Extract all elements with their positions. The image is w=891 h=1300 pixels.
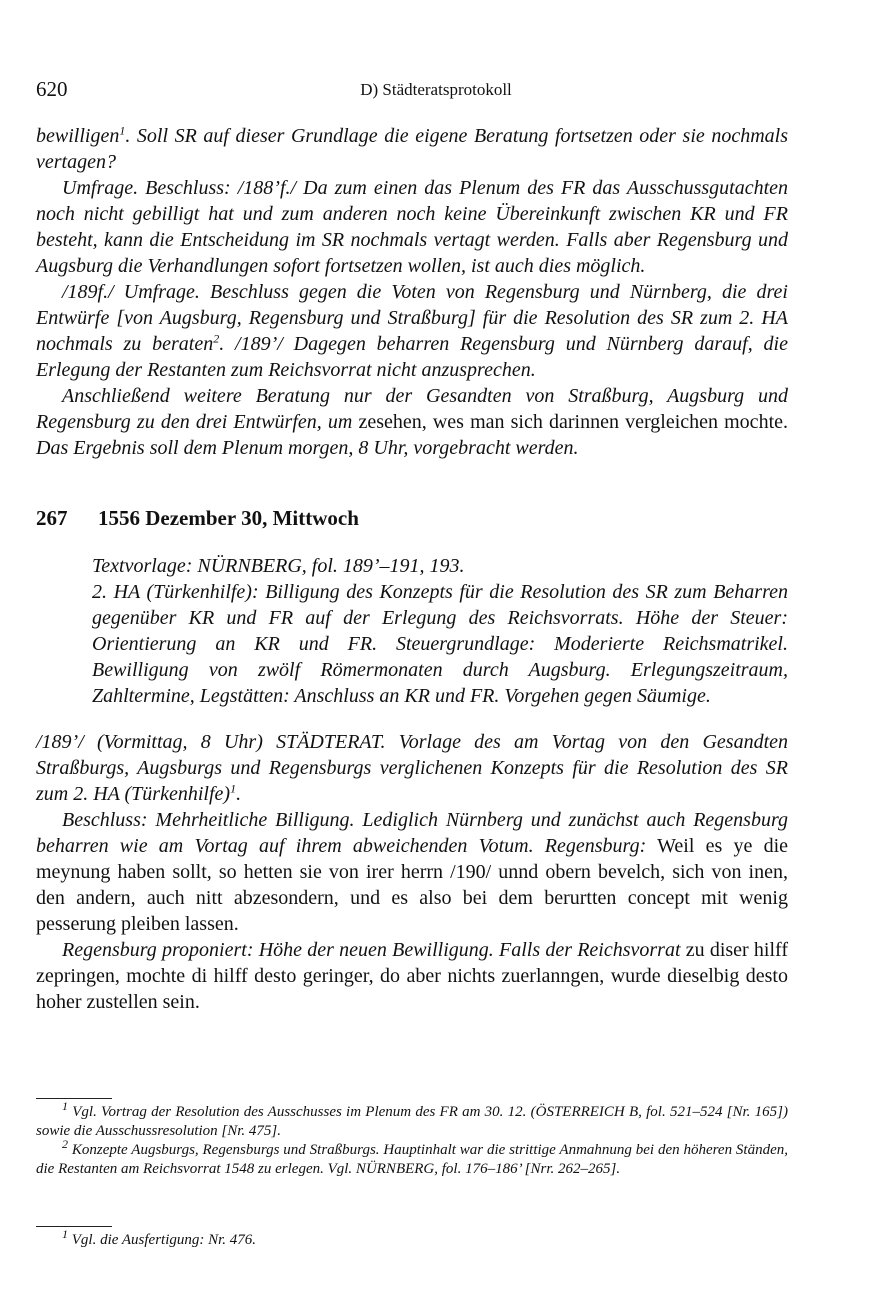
text: /189f./ Umfrage. Beschluss gegen die Voten von Regensburg und Nürnberg, die drei Entwürfe [von Augsburg, Regensburg und Straßburg] für die Resolution des SR zum 2. HA nochmals zu beraten — [36, 281, 788, 355]
footnote-marker: 2 — [62, 1137, 68, 1151]
running-title: D) Städteratsprotokoll — [360, 80, 512, 99]
text: . — [236, 783, 242, 805]
footnote — [36, 1227, 788, 1250]
regest-source: Textvorlage: NÜRNBERG, fol. 189’–191, 193. — [92, 555, 465, 577]
footnote-marker: 1 — [62, 1227, 68, 1241]
footnote-text: Vgl. Vortrag der Resolution des Ausschusses im Plenum des FR am 30. 12. (ÖSTERREICH B, fol. 521–524 [Nr. 165]) sowie die Ausschussresolution [Nr. 475]. — [36, 1104, 788, 1139]
footnotes-section-b — [36, 1226, 788, 1250]
paragraph-regensburg — [36, 937, 788, 1015]
page-header — [36, 77, 836, 107]
footnote-divider — [36, 1226, 112, 1227]
regest — [92, 553, 788, 709]
text-italic: Beschluss: Mehrheitliche Billigung. Lediglich Nürnberg und zunächst auch Regensburg beharren wie am Vortag auf ihrem abweichenden Votum. Regensburg: — [36, 809, 788, 857]
page-body — [36, 123, 788, 1015]
footnote-ref: 1 — [119, 123, 126, 138]
text-quote: zu diser hilff zepringen, mochte di hilff desto geringer, do aber nichts zuerlanngen, wurde dieselbig desto hoher zustellen sein. — [36, 939, 789, 1013]
paragraph-umfrage-1: Umfrage. Beschluss: /188’f./ Da zum einen das Plenum des FR das Ausschussgutachten noch nicht gebilligt hat und zum anderen noch keine Übereinkunft zwischen KR und FR besteht, kann die Entscheidung im SR nochmals vertagt werden. Falls aber Regensburg und Augsburg die Verhandlungen sofort fortsetzen wollen, ist auch dies möglich. — [36, 177, 788, 277]
document-number: 267 — [36, 506, 68, 530]
regest-summary: 2. HA (Türkenhilfe): Billigung des Konzepts für die Resolution des SR zum Beharren gegenüber KR und FR auf der Erlegung des Reichsvorrats. Höhe der Steuer: Orientierung an KR und FR. Steuergrundlage: Moderierte Reichsmatrikel. Bewilligung von zwölf Römermonaten durch Augsburg. Erlegungszeitraum, Zahltermine, Legstätten: Anschluss an KR und FR. Vorgehen gegen Säumige. — [92, 581, 788, 707]
footnote-text: Konzepte Augsburgs, Regensburgs und Straßburgs. Hauptinhalt war die strittige Anmahnung bei den höheren Ständen, die Restanten am Reichsvorrat 1548 zu erlegen. Vgl. NÜRNBERG, fol. 176–186’ [Nrr. 262–265]. — [36, 1142, 789, 1177]
text-italic: Anschließend weitere Beratung nur der Gesandten von Straßburg, Augsburg und Regensburg zu den drei Entwürfen, um — [36, 385, 788, 433]
footnote-text: Vgl. die Ausfertigung: Nr. 476. — [71, 1232, 257, 1248]
footnotes-section-a — [36, 1098, 788, 1179]
text-italic: Das Ergebnis soll dem Plenum morgen, 8 Uhr, vorgebracht werden. — [36, 437, 579, 459]
paragraph-anschliessend — [36, 383, 788, 461]
text: . Soll SR auf dieser Grundlage die eigene Beratung fortsetzen oder sie nochmals vertagen? — [36, 125, 788, 173]
document-date: 1556 Dezember 30, Mittwoch — [98, 506, 359, 530]
paragraph-umfrage-2 — [36, 279, 788, 383]
text-quote: zesehen, wes man sich darinnen vergleichen mochte. — [352, 411, 788, 433]
footnote — [36, 1099, 788, 1141]
text: . /189’/ Dagegen beharren Regensburg und Nürnberg darauf, die Erlegung der Restanten zum Reichsvorrat nicht anzusprechen. — [36, 333, 788, 381]
text-italic: Regensburg proponiert: Höhe der neuen Bewilligung. Falls der Reichsvorrat — [62, 939, 681, 961]
document-heading — [36, 506, 788, 531]
footnote-marker: 1 — [62, 1099, 68, 1113]
paragraph-continuation — [36, 123, 788, 175]
footnote — [36, 1137, 789, 1179]
footnote-ref: 2 — [213, 331, 220, 346]
text: bewilligen — [36, 125, 120, 147]
footnote-ref: 1 — [230, 781, 237, 796]
paragraph-beschluss — [36, 807, 788, 937]
text-quote: Weil es ye die meynung haben sollt, so hetten sie von irer herrn /190/ unnd obern bevelch, sich von inen, den andern, auch nitt abzesondern, und es also bei dem berurtten concept mit wenig pesserung pleiben lassen. — [36, 835, 789, 935]
footnote-divider — [36, 1098, 112, 1099]
text: /189’/ (Vormittag, 8 Uhr) STÄDTERAT. Vorlage des am Vortag von den Gesandten Straßburgs, Augsburgs und Regensburgs verglichenen Konzepts für die Resolution des SR zum 2. HA (Türkenhilfe) — [36, 731, 788, 805]
page-number: 620 — [36, 77, 68, 101]
paragraph-staedterat — [36, 729, 788, 807]
